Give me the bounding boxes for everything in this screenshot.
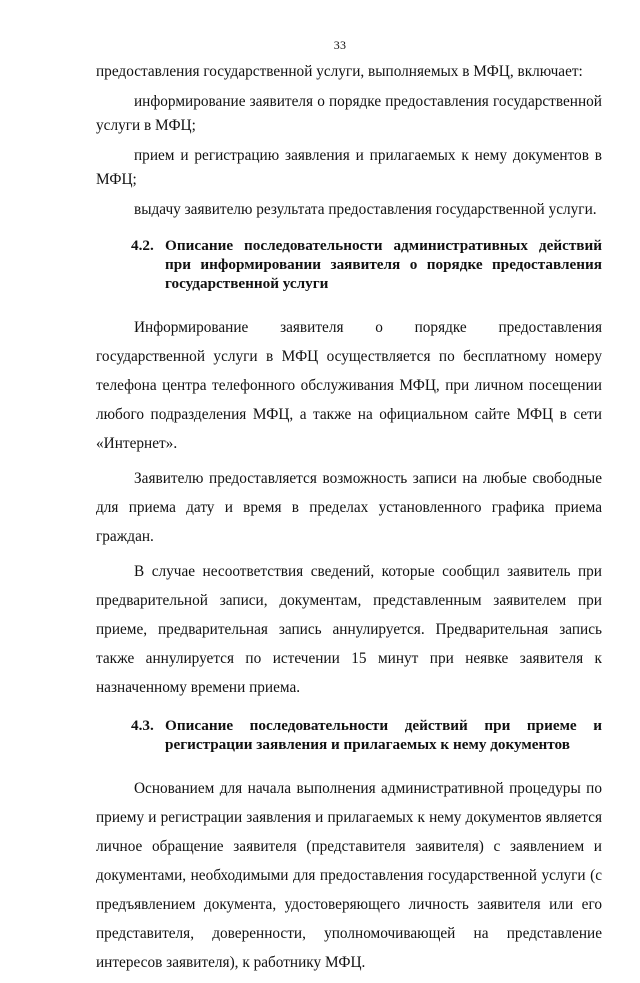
list-item-reception: прием и регистрацию заявления и прилагаемых к нему документов в МФЦ; bbox=[96, 147, 602, 188]
section-title: Описание последовательности действий при приеме и регистрации заявления и прилагаемых к нему документов bbox=[165, 717, 602, 753]
section-4-2-paragraph: В случае несоответствия сведений, которые сообщил заявитель при предварительной записи, документам, представленным заявителем при приеме, предварительная запись аннулируется. Предварительная запись также аннулируется по истечении 15 минут при неявке заявителя к назначенному времени приема. bbox=[96, 563, 602, 696]
section-4-2-paragraph: Информирование заявителя о порядке предоставления государственной услуги в МФЦ осуществляется по бесплатному номеру телефона центра телефонного обслуживания МФЦ, при личном посещении любого подразделения МФЦ, а также на официальном сайте МФЦ в сети «Интернет». bbox=[96, 319, 602, 452]
page-number: 33 bbox=[333, 38, 347, 52]
section-4-3-paragraph: Основанием для начала выполнения административной процедуры по приему и регистрации заявления и прилагаемых к нему документов является личное обращение заявителя (представителя заявителя) с заявлением и документами, необходимыми для предоставления государственной услуги (с предъявлением документа, удостоверяющего личность заявителя или его представителя, доверенности, уполномочивающей на представление интересов заявителя), к работнику МФЦ. bbox=[96, 780, 602, 971]
section-number: 4.3. bbox=[131, 717, 154, 734]
section-number: 4.2. bbox=[131, 237, 154, 254]
list-item-informing: информирование заявителя о порядке предоставления государственной услуги в МФЦ; bbox=[96, 93, 602, 134]
section-title: Описание последовательности административных действий при информировании заявителя о порядке предоставления государственной услуги bbox=[165, 237, 602, 292]
section-heading-4-2 bbox=[96, 236, 602, 293]
intro-paragraph: предоставления государственной услуги, выполняемых в МФЦ, включает: bbox=[96, 63, 583, 80]
section-heading-4-3 bbox=[96, 716, 602, 754]
list-item-issuance: выдачу заявителю результата предоставления государственной услуги. bbox=[134, 201, 597, 218]
section-4-2-paragraph: Заявителю предоставляется возможность записи на любые свободные для приема дату и время в пределах установленного графика приема граждан. bbox=[96, 470, 602, 545]
page-content bbox=[96, 60, 602, 983]
